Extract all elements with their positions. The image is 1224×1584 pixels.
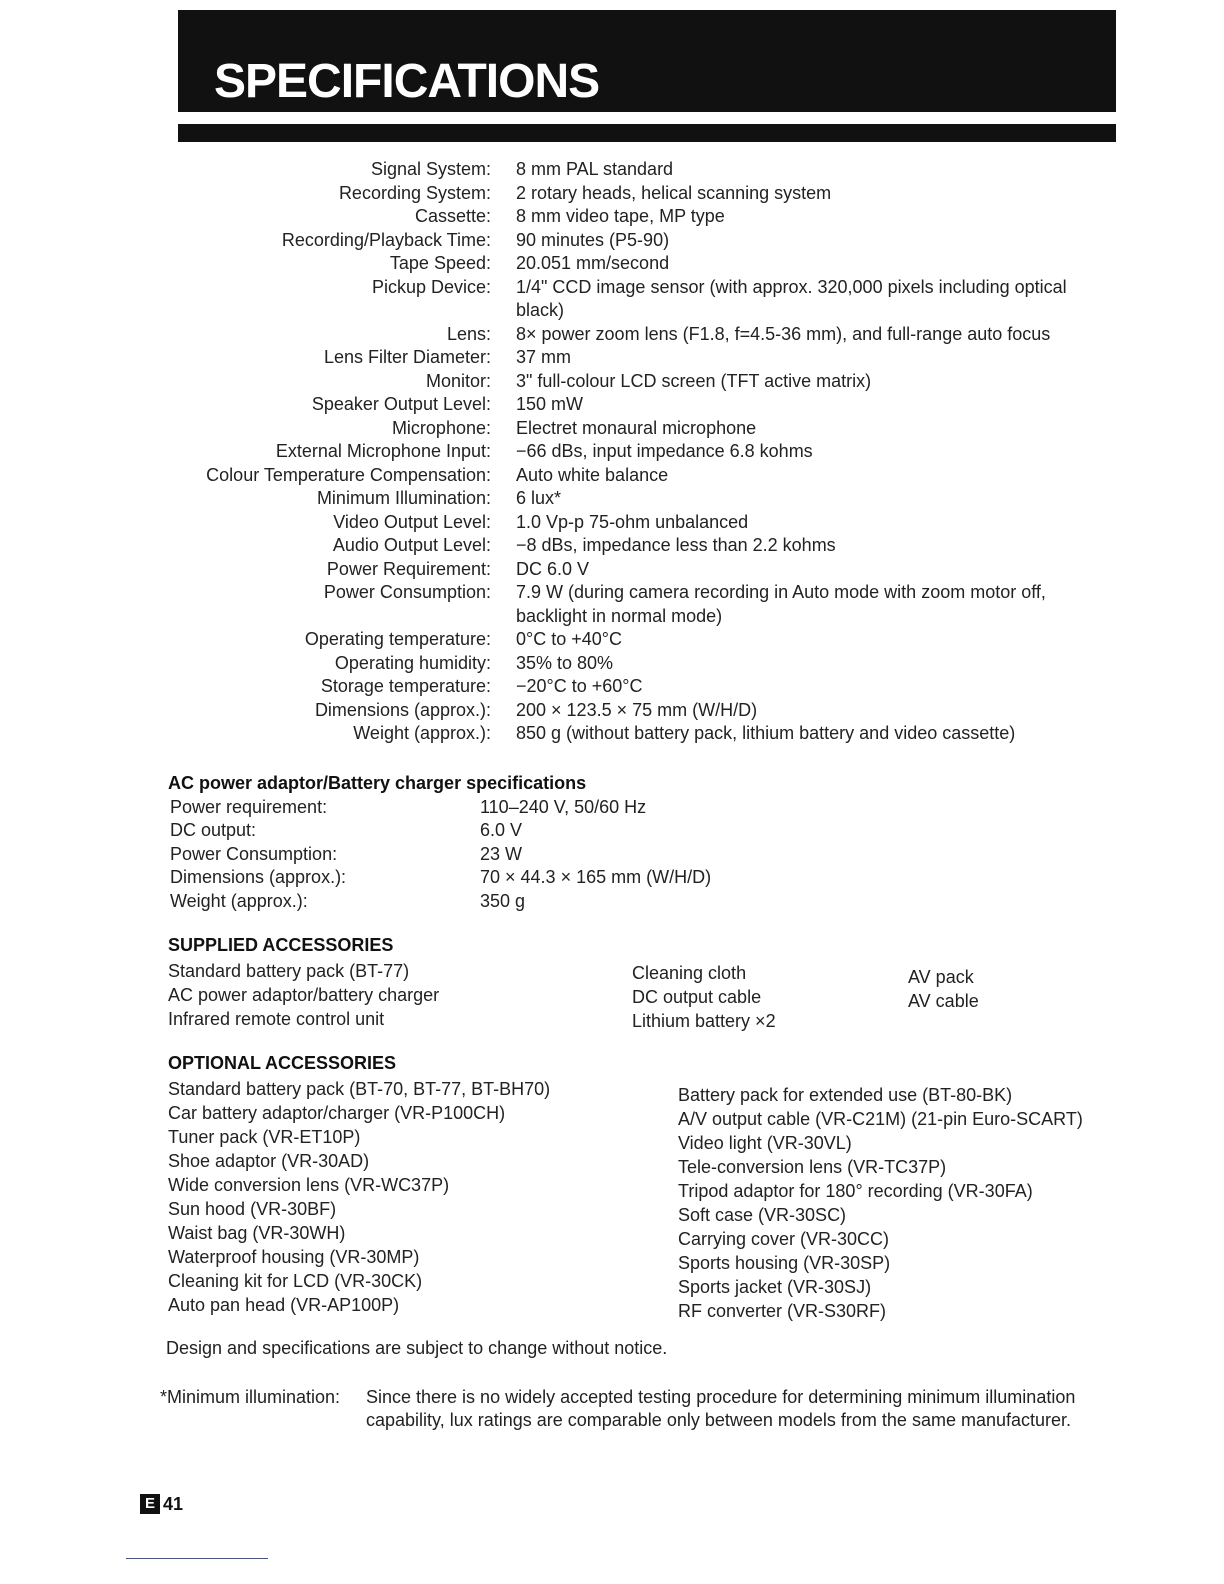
spec-row [0,276,1224,323]
language-badge: E [140,1494,160,1514]
spec-row [0,205,1224,229]
optional-item: Tripod adaptor for 180° recording (VR-30FA) [678,1181,1033,1201]
spec-label: Operating humidity: [334,652,491,673]
optional-item: Tele-conversion lens (VR-TC37P) [678,1157,947,1177]
spec-label: Tape Speed: [389,253,491,273]
ac-value: 350 g [480,890,526,911]
ac-value: 23 W [480,843,523,864]
optional-item: Sports housing (VR-30SP) [678,1253,891,1273]
spec-value: 8 mm PAL standard [516,159,674,179]
bottom-rule [126,1558,268,1559]
optional-title: OPTIONAL ACCESSORIES [168,1053,397,1073]
ac-value: 6.0 V [480,820,523,840]
supplied-item: AC power adaptor/battery charger [168,985,440,1005]
optional-item: Shoe adaptor (VR-30AD) [168,1151,370,1171]
spec-row [0,487,1224,511]
ac-rows [168,796,1128,914]
spec-value: 8× power zoom lens (F1.8, f=4.5-36 mm), and full-range auto focus [516,323,1051,344]
footnote-label: *Minimum illumination: [160,1387,341,1407]
spec-value: −8 dBs, impedance less than 2.2 kohms [516,535,836,555]
spec-value: 3" full-colour LCD screen (TFT active matrix) [516,370,872,391]
ac-row [168,890,1128,914]
spec-value: Electret monaural microphone [516,417,757,438]
optional-item: Battery pack for extended use (BT-80-BK) [678,1085,1013,1105]
ac-section [168,772,1128,913]
spec-value: Auto white balance [516,464,669,485]
spec-row [0,534,1224,558]
spec-value: 20.051 mm/second [516,253,670,273]
spec-row [0,722,1224,746]
spec-value: DC 6.0 V [516,558,590,579]
spec-value: 7.9 W (during camera recording in Auto mode with zoom motor off, backlight in normal mode) [516,582,1046,626]
spec-value: 0°C to +40°C [516,629,622,649]
spec-label: Colour Temperature Compensation: [206,464,491,485]
spec-label: Lens Filter Diameter: [323,347,491,367]
spec-value: 37 mm [516,347,572,367]
spec-value: 1.0 Vp-p 75-ohm unbalanced [516,511,749,532]
ac-section-title: AC power adaptor/Battery charger specifications [168,773,587,793]
spec-label: Monitor: [425,370,491,391]
optional-item: Tuner pack (VR-ET10P) [168,1127,361,1147]
spec-table [0,158,1224,746]
footnote [160,1386,1120,1432]
spec-row [0,699,1224,723]
spec-row [0,511,1224,535]
spec-row [0,652,1224,676]
spec-label: Lens: [446,323,491,344]
spec-label: Weight (approx.): [353,723,491,743]
optional-item: Carrying cover (VR-30CC) [678,1229,890,1249]
supplied-col-3 [908,966,979,1014]
spec-value: −66 dBs, input impedance 6.8 kohms [516,441,813,461]
spec-row [0,323,1224,347]
supplied-item: Standard battery pack (BT-77) [168,961,410,981]
ac-label: DC output: [170,820,257,840]
spec-label: Minimum Illumination: [316,488,491,508]
ac-row [168,819,1128,843]
optional-item: RF converter (VR-S30RF) [678,1301,887,1321]
supplied-section [168,934,1128,1044]
supplied-item: AV pack [908,967,974,987]
spec-value: −20°C to +60°C [516,676,643,696]
page-title: SPECIFICATIONS [214,55,600,108]
spec-label: Pickup Device: [371,276,491,297]
optional-item: Auto pan head (VR-AP100P) [168,1295,400,1315]
optional-item: Cleaning kit for LCD (VR-30CK) [168,1271,423,1291]
supplied-col-1 [168,960,439,1032]
optional-item: A/V output cable (VR-C21M) (21-pin Euro-SCART) [678,1109,1083,1129]
supplied-title: SUPPLIED ACCESSORIES [168,935,394,955]
optional-section [168,1052,1128,1322]
optional-item: Soft case (VR-30SC) [678,1205,847,1225]
ac-row [168,866,1128,890]
spec-row [0,675,1224,699]
optional-item: Waist bag (VR-30WH) [168,1223,346,1243]
change-notice: Design and specifications are subject to change without notice. [166,1338,668,1358]
spec-value: 8 mm video tape, MP type [516,206,725,226]
ac-value: 70 × 44.3 × 165 mm (W/H/D) [480,867,712,887]
spec-value: 6 lux* [516,488,562,508]
spec-label: Power Requirement: [326,558,491,579]
spec-row [0,440,1224,464]
spec-value: 2 rotary heads, helical scanning system [516,182,832,203]
page-number [140,1492,183,1516]
supplied-item: Cleaning cloth [632,963,747,983]
supplied-item: Lithium battery ×2 [632,1011,776,1031]
spec-value: 200 × 123.5 × 75 mm (W/H/D) [516,699,758,720]
spec-label: External Microphone Input: [275,441,491,461]
spec-label: Cassette: [414,206,491,226]
spec-label: Signal System: [370,159,491,179]
supplied-col-2 [632,962,776,1034]
supplied-item: DC output cable [632,987,762,1007]
spec-value: 1/4" CCD image sensor (with approx. 320,000 pixels including optical black) [516,276,1067,320]
spec-row [0,182,1224,206]
spec-label: Microphone: [391,417,491,438]
optional-item: Standard battery pack (BT-70, BT-77, BT-BH70) [168,1079,551,1099]
optional-item: Sports jacket (VR-30SJ) [678,1277,872,1297]
spec-label: Operating temperature: [304,629,491,649]
optional-col-1 [168,1078,550,1318]
spec-label: Power Consumption: [323,582,491,602]
spec-label: Speaker Output Level: [311,394,491,414]
spec-row [0,158,1224,182]
spec-label: Recording/Playback Time: [281,229,491,250]
spec-row [0,393,1224,417]
optional-col-2 [678,1084,1083,1324]
spec-value: 35% to 80% [516,652,614,673]
spec-row [0,581,1224,628]
ac-row [168,796,1128,820]
optional-item: Waterproof housing (VR-30MP) [168,1247,420,1267]
spec-label: Storage temperature: [320,676,491,696]
footnote-text: Since there is no widely accepted testing procedure for determining minimum illumination capability, lux ratings are comparable only between models from the same manufacturer. [366,1387,1076,1430]
ac-label: Dimensions (approx.): [170,867,347,887]
optional-item: Car battery adaptor/charger (VR-P100CH) [168,1103,506,1123]
optional-item: Sun hood (VR-30BF) [168,1199,337,1219]
spec-row [0,370,1224,394]
ac-label: Weight (approx.): [170,890,308,911]
supplied-item: AV cable [908,991,979,1011]
spec-row [0,229,1224,253]
optional-item: Wide conversion lens (VR-WC37P) [168,1175,450,1195]
spec-row [0,558,1224,582]
spec-value: 850 g (without battery pack, lithium battery and video cassette) [516,723,1016,743]
spec-label: Audio Output Level: [332,535,491,555]
spec-row [0,628,1224,652]
spec-row [0,464,1224,488]
supplied-item: Infrared remote control unit [168,1009,385,1029]
header-bar [178,10,1116,112]
header-rule [178,124,1116,142]
spec-label: Recording System: [338,182,491,203]
spec-label: Dimensions (approx.): [314,699,491,720]
ac-row [168,843,1128,867]
ac-label: Power Consumption: [170,843,338,864]
spec-value: 150 mW [516,394,584,414]
ac-value: 110–240 V, 50/60 Hz [480,796,647,817]
spec-label: Video Output Level: [333,511,491,532]
page-number-text: 41 [163,1493,184,1514]
ac-label: Power requirement: [170,796,328,817]
spec-row [0,252,1224,276]
optional-item: Video light (VR-30VL) [678,1133,852,1153]
spec-value: 90 minutes (P5-90) [516,229,670,250]
spec-row [0,417,1224,441]
spec-row [0,346,1224,370]
